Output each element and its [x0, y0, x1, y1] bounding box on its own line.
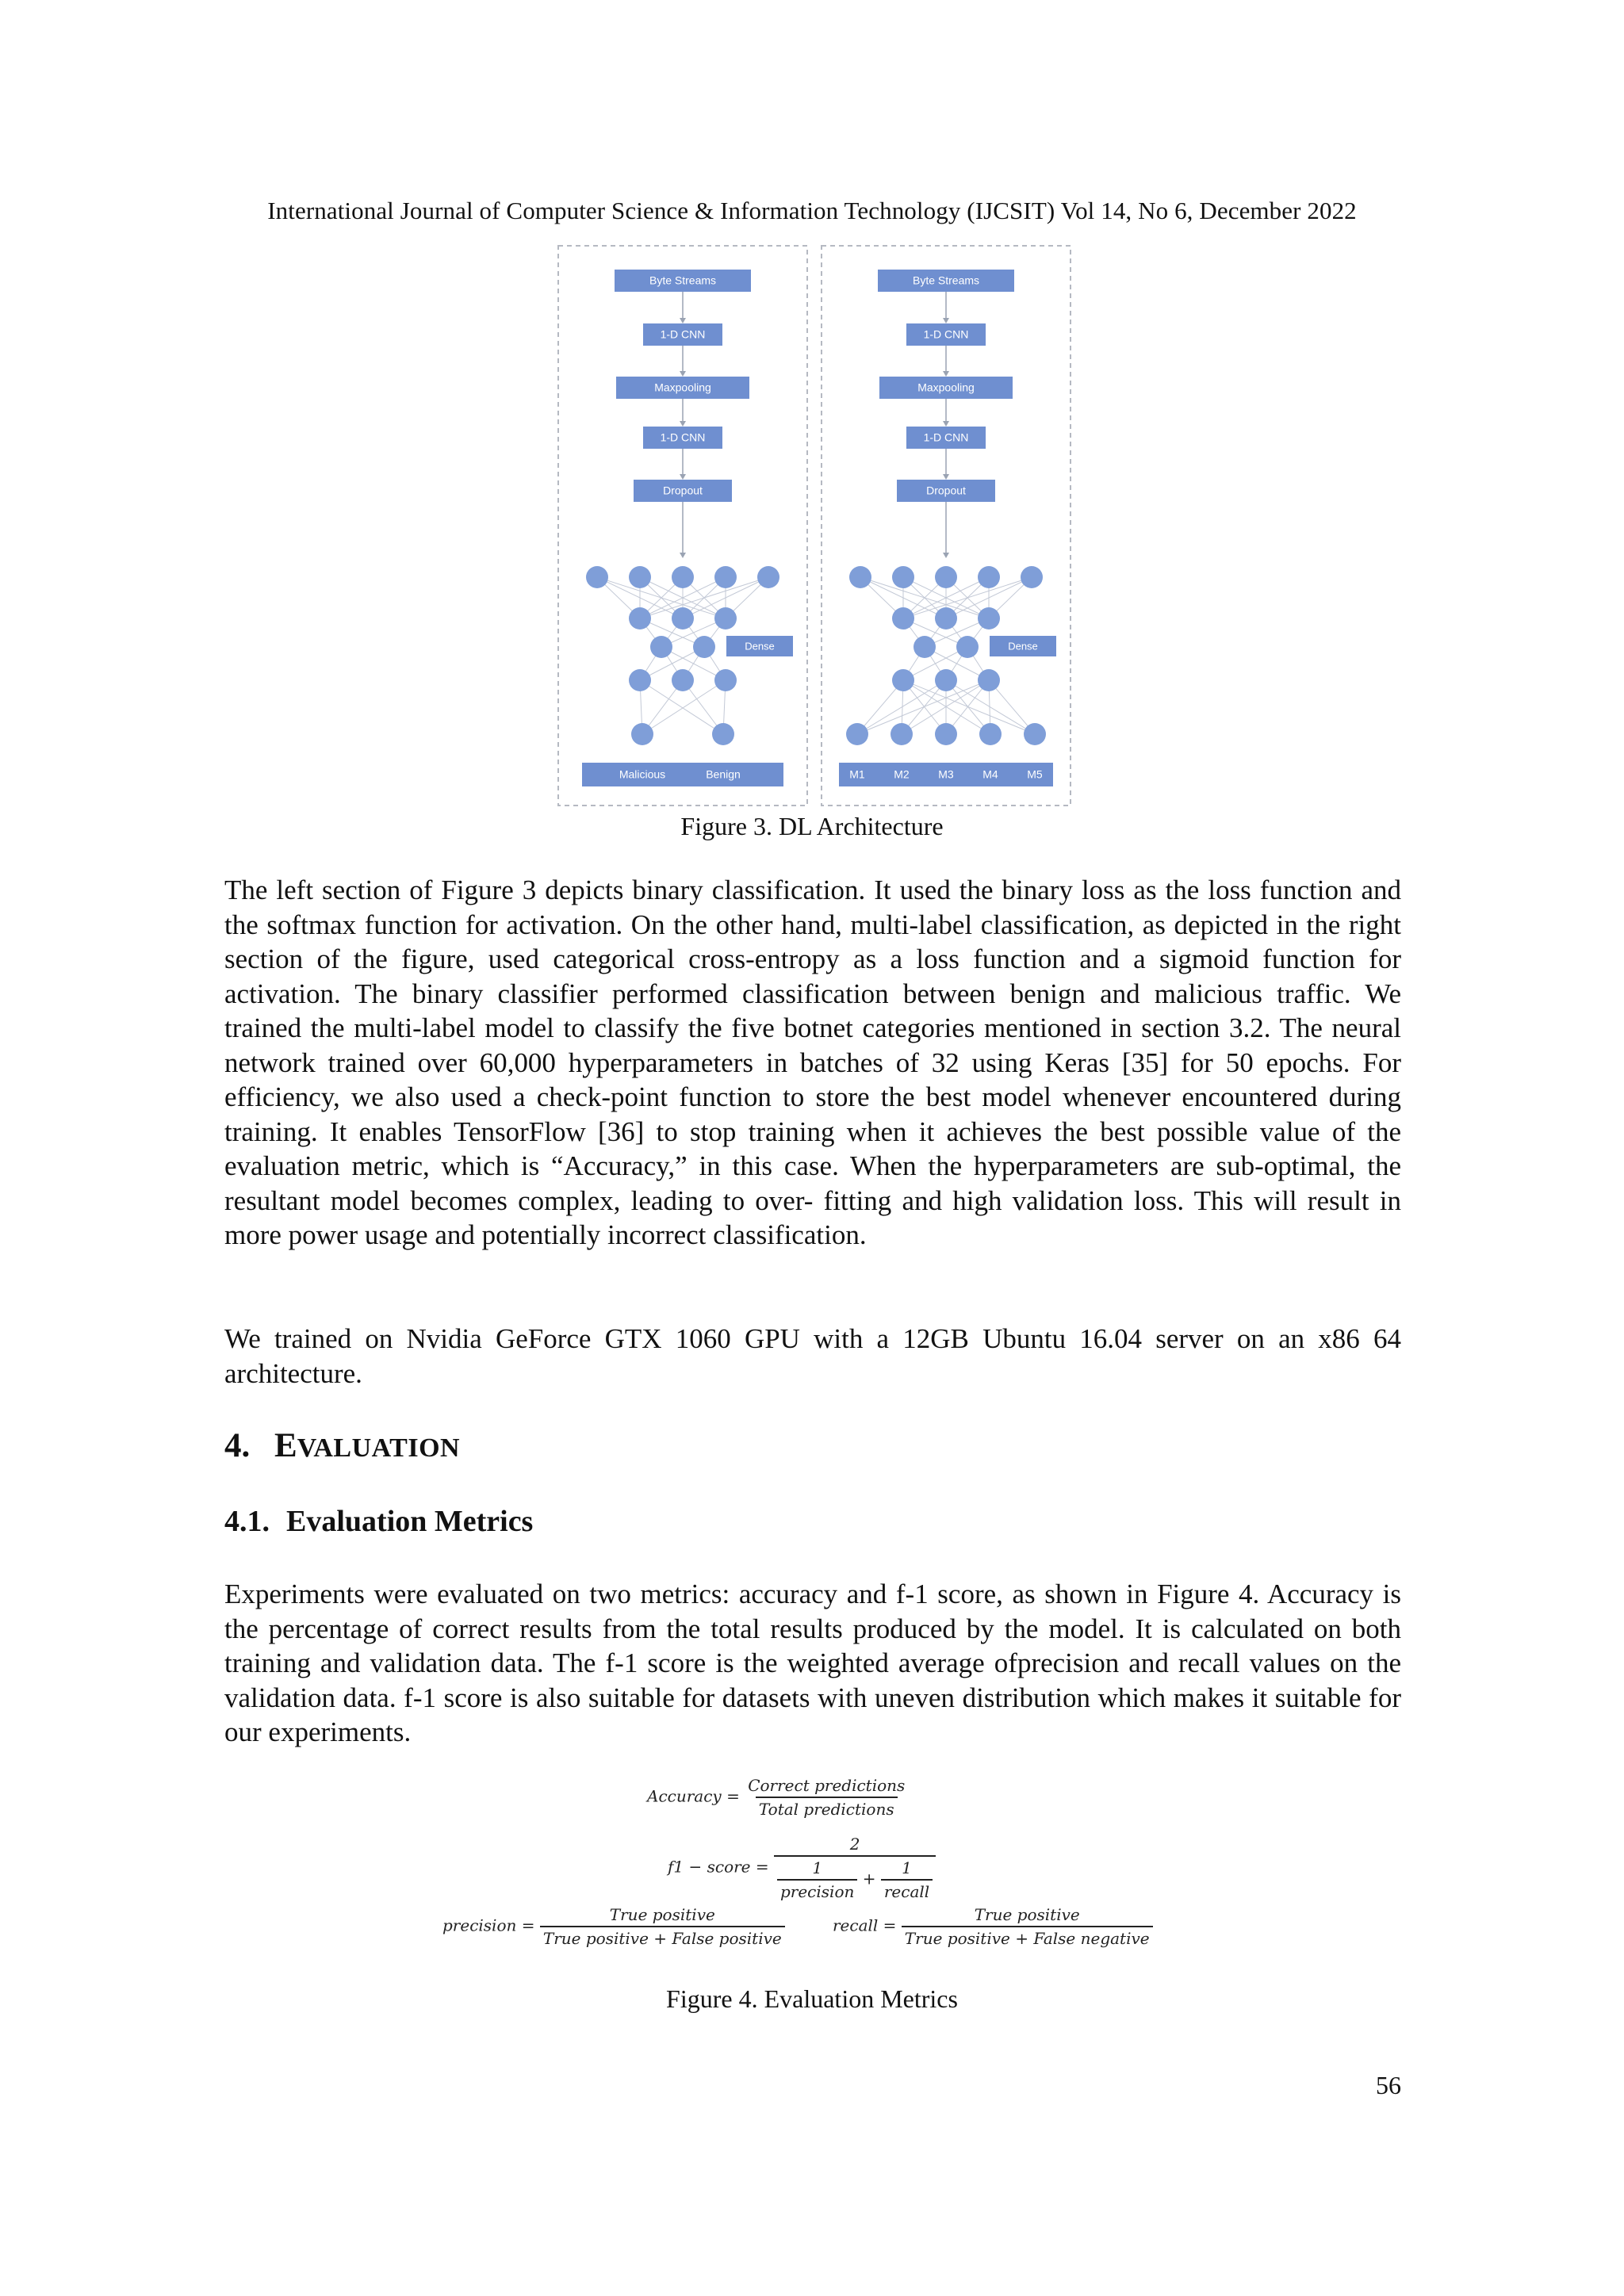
left-arrow-3-head — [680, 474, 686, 480]
recall-fraction — [902, 1905, 1153, 1948]
recall-equation — [833, 1905, 1153, 1948]
right-arrow-2-head — [943, 421, 949, 427]
f1-inner-recall — [881, 1858, 933, 1901]
left-node-2-0 — [650, 636, 672, 658]
left-node-4-1 — [712, 723, 734, 745]
left-node-3-1 — [672, 669, 694, 691]
left-arrow-0-head — [680, 318, 686, 323]
dl-architecture-figure — [555, 243, 1074, 809]
precision-equation — [442, 1905, 785, 1948]
right-output-label-4: M5 — [1027, 767, 1043, 781]
left-node-4-0 — [631, 723, 653, 745]
right-node-4-1 — [891, 723, 913, 745]
left-output-label-0: Malicious — [619, 767, 666, 781]
left-layer-label-0: Byte Streams — [649, 274, 717, 287]
right-layer-label-4: Dropout — [926, 484, 966, 497]
section-title-rest: VALUATION — [297, 1433, 461, 1463]
left-layer-label-1: 1-D CNN — [660, 327, 706, 341]
f1-denominator — [774, 1855, 936, 1901]
left-node-2-1 — [693, 636, 715, 658]
left-node-1-0 — [629, 607, 651, 629]
accuracy-denominator: Total predictions — [756, 1797, 898, 1819]
f1-inner-b-num: 1 — [902, 1858, 912, 1877]
right-node-4-0 — [846, 723, 868, 745]
accuracy-lhs: Accuracy = — [647, 1786, 740, 1806]
section-heading-evaluation — [224, 1426, 460, 1465]
right-node-4-2 — [935, 723, 957, 745]
precision-numerator: True positive — [609, 1905, 715, 1924]
recall-numerator: True positive — [974, 1905, 1080, 1924]
right-node-4-3 — [979, 723, 1002, 745]
figure-3-caption: Figure 3. DL Architecture — [680, 812, 944, 840]
left-node-0-2 — [672, 566, 694, 588]
left-arrow-dense-head — [680, 553, 686, 558]
right-node-0-4 — [1021, 566, 1043, 588]
right-output-label-1: M2 — [894, 767, 910, 781]
section-title-first: E — [274, 1427, 297, 1464]
left-node-0-4 — [757, 566, 779, 588]
left-node-3-0 — [629, 669, 651, 691]
right-edge-0-4-0 — [903, 577, 1032, 618]
running-header: International Journal of Computer Science & Information Technology (IJCSIT) Vol 14, No 6, December 2022 — [267, 197, 1357, 224]
right-node-3-0 — [892, 669, 914, 691]
right-layer-label-1: 1-D CNN — [923, 327, 969, 341]
right-output-label-2: M3 — [938, 767, 954, 781]
left-edge-0-4-0 — [640, 577, 768, 618]
right-node-1-2 — [978, 607, 1000, 629]
right-node-2-0 — [914, 636, 936, 658]
f1-equation — [668, 1835, 936, 1901]
paragraph-hardware: We trained on Nvidia GeForce GTX 1060 GPU with a 12GB Ubuntu 16.04 server on an x86 64 architecture. — [224, 1323, 1401, 1389]
page-number: 56 — [1376, 2071, 1401, 2099]
left-node-1-1 — [672, 607, 694, 629]
right-node-0-3 — [978, 566, 1000, 588]
precision-lhs: precision = — [442, 1915, 535, 1935]
right-node-3-2 — [978, 669, 1000, 691]
f1-lhs: f1 − score = — [668, 1857, 769, 1877]
f1-inner-b-den: recall — [881, 1879, 933, 1901]
paragraph-architecture: The left section of Figure 3 depicts binary classification. It used the binary loss as the loss function and the softmax function for activation. On the other hand, multi-label classification, as depicted in the right section of the figure, used categorical cross-entropy as a loss function and a sigmoid function for activation. The binary classifier performed classification between benign and malicious traffic. We trained the multi-label model to classify the five botnet categories mentioned in section 3.2. The neural network trained over 60,000 hyperparameters in batches of 32 using Keras [35] for 50 epochs. For efficiency, we also used a check-point function to store the best model whenever encountered during training. It enables TensorFlow [36] to stop training when it achieves the best possible value of the evaluation metric, which is “Accuracy,” in this case. When the hyperparameters are sub-optimal, the resultant model becomes complex, leading to over- fitting and high validation loss. This will result in more power usage and potentially incorrect classification. — [224, 874, 1401, 1250]
subsection-number: 4.1. — [224, 1505, 270, 1538]
right-node-0-1 — [892, 566, 914, 588]
right-node-4-4 — [1024, 723, 1046, 745]
left-dense-label: Dense — [745, 640, 775, 652]
subsection-heading-metrics — [224, 1504, 533, 1539]
subsection-title: Evaluation Metrics — [286, 1505, 534, 1538]
recall-lhs: recall = — [833, 1915, 897, 1935]
left-node-3-2 — [714, 669, 737, 691]
left-node-0-0 — [586, 566, 608, 588]
right-node-0-0 — [849, 566, 871, 588]
right-node-2-1 — [956, 636, 979, 658]
f1-fraction — [774, 1835, 936, 1901]
right-output-label-0: M1 — [849, 767, 865, 781]
precision-denominator: True positive + False positive — [540, 1926, 785, 1948]
accuracy-fraction — [745, 1776, 908, 1819]
right-layer-label-0: Byte Streams — [912, 274, 980, 287]
right-dense-label: Dense — [1008, 640, 1038, 652]
left-arrow-1-head — [680, 371, 686, 377]
f1-inner-a-den: precision — [777, 1879, 857, 1901]
right-node-3-1 — [935, 669, 957, 691]
f1-inner-a-num: 1 — [812, 1858, 823, 1877]
right-node-1-1 — [935, 607, 957, 629]
right-arrow-1-head — [943, 371, 949, 377]
precision-fraction — [540, 1905, 785, 1948]
right-layer-label-3: 1-D CNN — [923, 430, 969, 444]
left-node-1-2 — [714, 607, 737, 629]
left-node-0-1 — [629, 566, 651, 588]
left-output-label-1: Benign — [706, 767, 741, 781]
left-layer-label-4: Dropout — [663, 484, 703, 497]
recall-denominator: True positive + False negative — [902, 1926, 1153, 1948]
right-node-0-2 — [935, 566, 957, 588]
figure-4-caption: Figure 4. Evaluation Metrics — [666, 1984, 958, 2013]
left-layer-label-2: Maxpooling — [654, 381, 711, 394]
left-output-box — [582, 763, 783, 786]
accuracy-equation — [647, 1776, 908, 1819]
right-arrow-3-head — [943, 474, 949, 480]
paragraph-metrics: Experiments were evaluated on two metrics: accuracy and f-1 score, as shown in Figure 4. Accuracy is the percentage of correct results from the total results produced by the model. It is calculated on both training and validation data. The f-1 score is the weighted average ofprecision and recall values on the validation data. f-1 score is also suitable for datasets with uneven distribution which makes it suitable for our experiments. — [224, 1578, 1401, 1747]
left-node-0-3 — [714, 566, 737, 588]
f1-numerator: 2 — [849, 1835, 860, 1854]
f1-inner-precision — [777, 1858, 857, 1901]
right-layer-label-2: Maxpooling — [917, 381, 975, 394]
right-arrow-dense-head — [943, 553, 949, 558]
right-node-1-0 — [892, 607, 914, 629]
left-arrow-2-head — [680, 421, 686, 427]
right-output-label-3: M4 — [982, 767, 998, 781]
f1-plus: + — [862, 1869, 876, 1888]
right-arrow-0-head — [943, 318, 949, 323]
section-number: 4. — [224, 1427, 251, 1464]
accuracy-numerator: Correct predictions — [748, 1776, 906, 1795]
left-layer-label-3: 1-D CNN — [660, 430, 706, 444]
